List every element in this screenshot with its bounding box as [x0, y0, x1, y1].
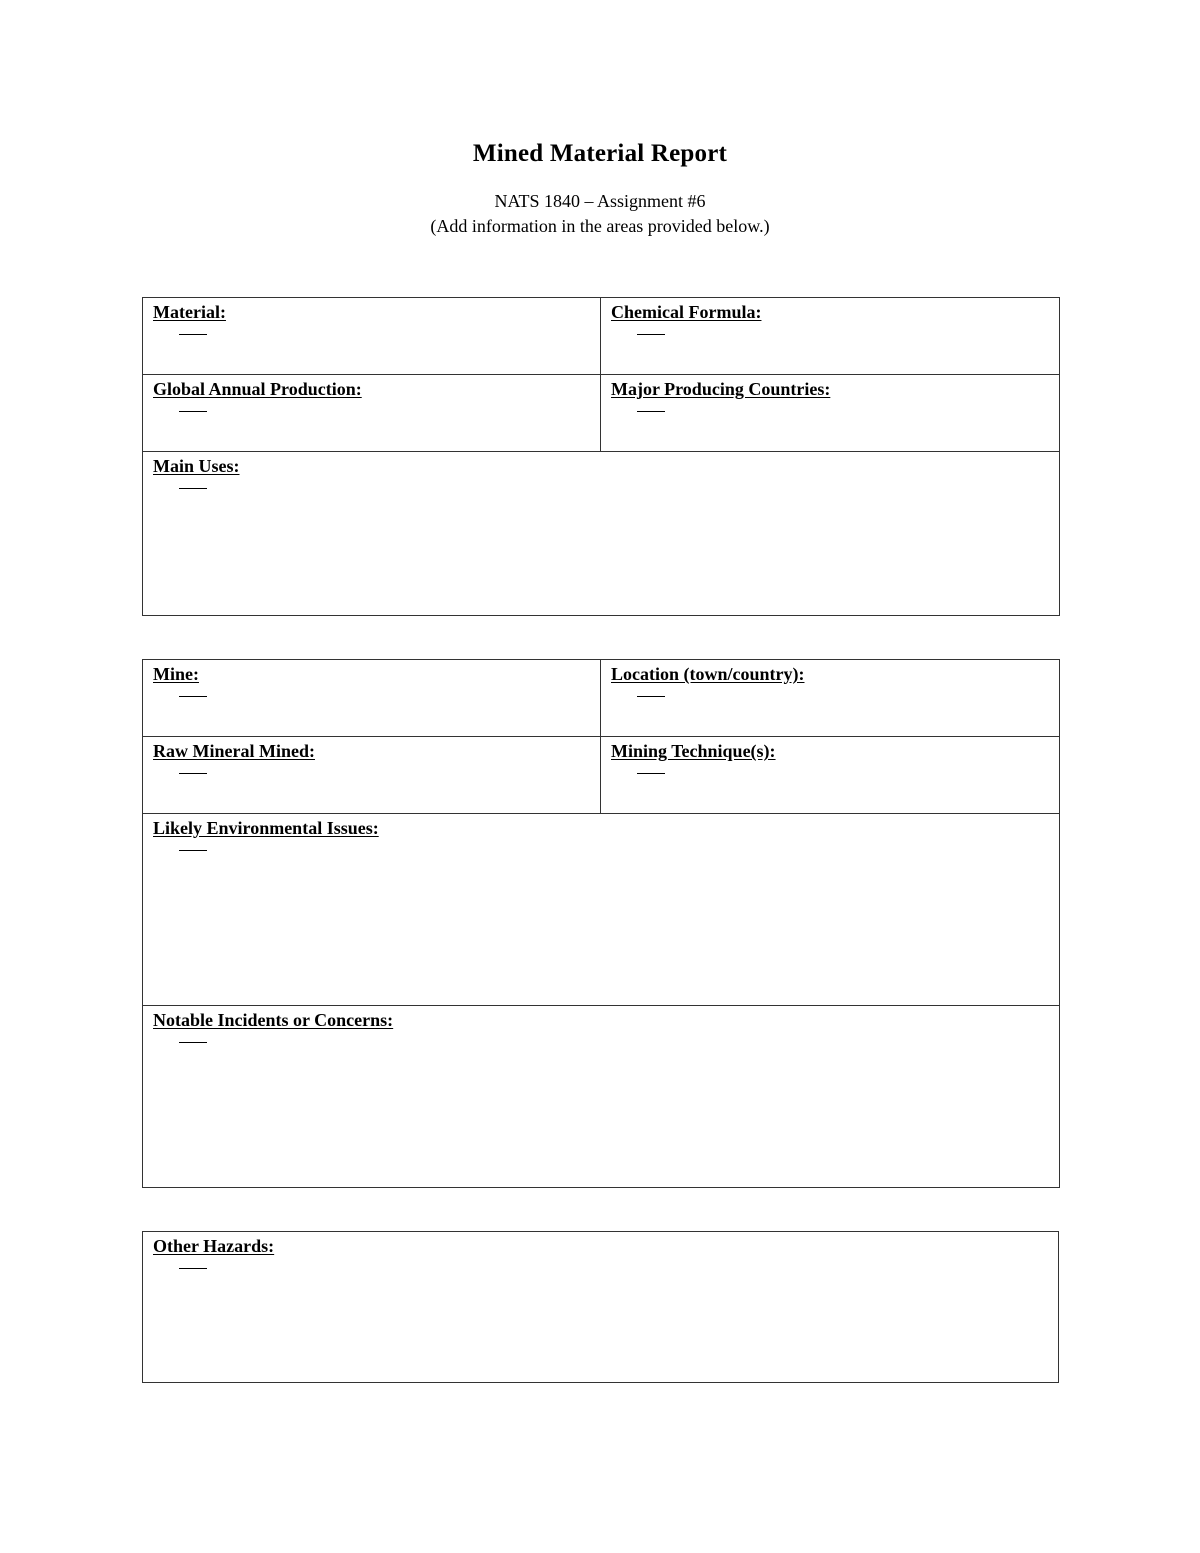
material-cell[interactable]	[143, 298, 601, 375]
incidents-label: Notable Incidents or Concerns:	[153, 1010, 394, 1030]
global-production-cell[interactable]	[143, 375, 601, 452]
mine-table	[142, 659, 1060, 1188]
material-placeholder-line[interactable]	[179, 331, 207, 335]
chemical-formula-placeholder-line[interactable]	[637, 331, 665, 335]
location-placeholder-line[interactable]	[637, 693, 665, 697]
location-label: Location (town/country):	[611, 664, 805, 684]
other-hazards-label: Other Hazards:	[153, 1236, 275, 1256]
page-title: Mined Material Report	[472, 140, 728, 167]
raw-mineral-placeholder-line[interactable]	[179, 770, 207, 774]
main-uses-label: Main Uses:	[153, 456, 240, 476]
incidents-placeholder-line[interactable]	[179, 1039, 207, 1043]
mining-technique-placeholder-line[interactable]	[637, 770, 665, 774]
location-cell[interactable]	[601, 660, 1060, 737]
material-label: Material:	[153, 302, 226, 322]
mining-technique-cell[interactable]	[601, 737, 1060, 814]
env-issues-placeholder-line[interactable]	[179, 847, 207, 851]
major-countries-cell[interactable]	[601, 375, 1060, 452]
raw-mineral-cell[interactable]	[143, 737, 601, 814]
chemical-formula-cell[interactable]	[601, 298, 1060, 375]
other-hazards-placeholder-line[interactable]	[179, 1265, 207, 1269]
hazards-table	[142, 1231, 1059, 1383]
mine-label: Mine:	[153, 664, 199, 684]
global-production-label: Global Annual Production:	[153, 379, 362, 399]
chemical-formula-label: Chemical Formula:	[611, 302, 762, 322]
env-issues-cell[interactable]	[143, 814, 1060, 1006]
major-countries-label: Major Producing Countries:	[611, 379, 831, 399]
material-table	[142, 297, 1060, 616]
major-countries-placeholder-line[interactable]	[637, 408, 665, 412]
instructions-line: (Add information in the areas provided below.)	[430, 216, 770, 236]
main-uses-cell[interactable]	[143, 452, 1060, 616]
incidents-cell[interactable]	[143, 1006, 1060, 1188]
other-hazards-cell[interactable]	[143, 1232, 1059, 1383]
raw-mineral-label: Raw Mineral Mined:	[153, 741, 315, 761]
env-issues-label: Likely Environmental Issues:	[153, 818, 379, 838]
mine-cell[interactable]	[143, 660, 601, 737]
main-uses-placeholder-line[interactable]	[179, 485, 207, 489]
mine-placeholder-line[interactable]	[179, 693, 207, 697]
global-production-placeholder-line[interactable]	[179, 408, 207, 412]
mining-technique-label: Mining Technique(s):	[611, 741, 776, 761]
course-assignment-line: NATS 1840 – Assignment #6	[494, 191, 706, 211]
